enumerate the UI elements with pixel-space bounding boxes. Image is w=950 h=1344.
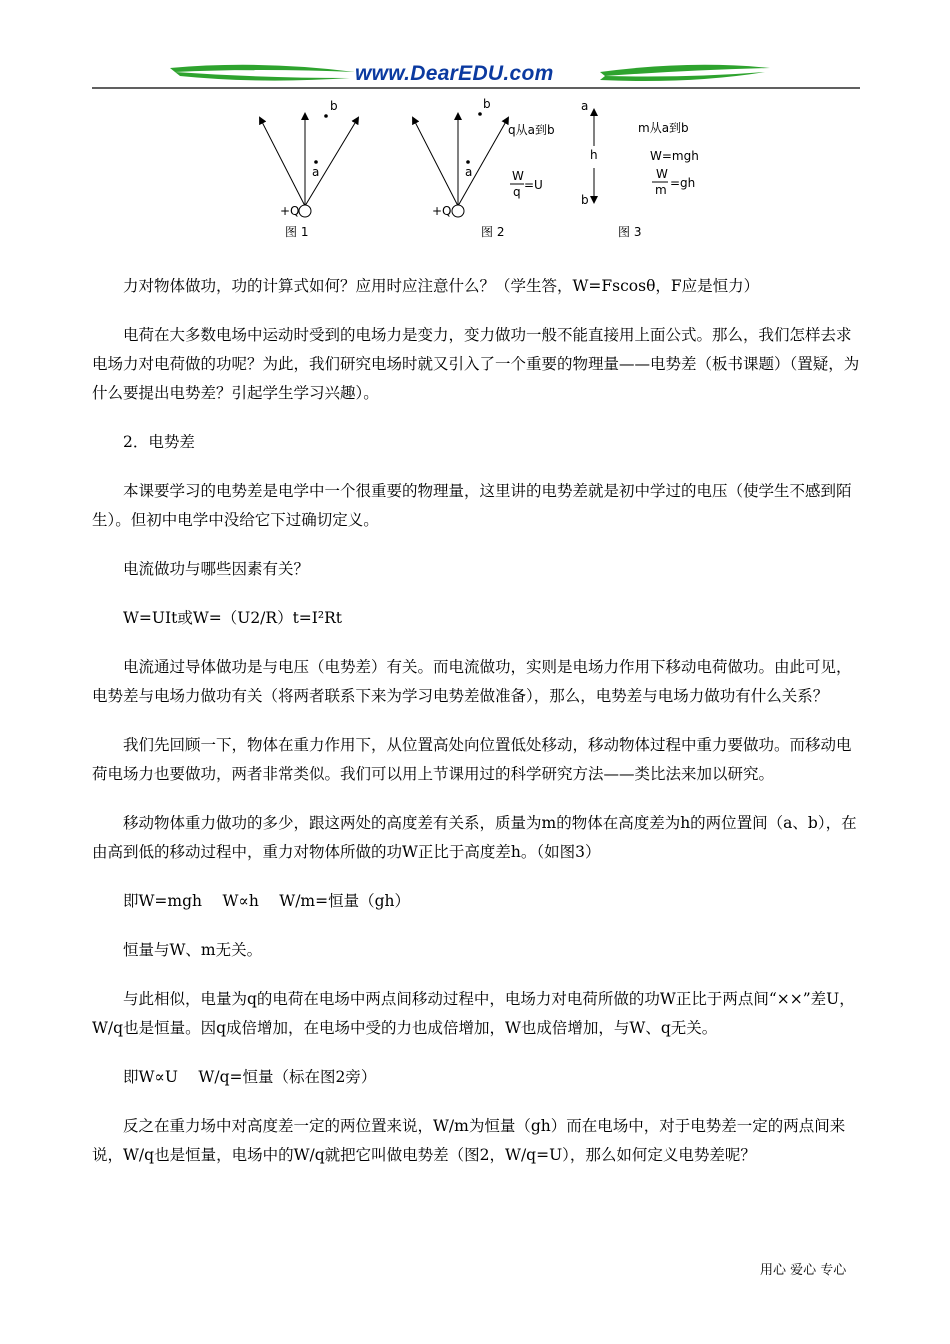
fig3-formula-den: m <box>655 183 667 197</box>
figures-diagram <box>240 96 700 246</box>
fig3-caption: 图 3 <box>618 225 642 239</box>
fig2-point-a: a <box>465 165 473 179</box>
fig3-note: m从a到b <box>638 121 689 135</box>
fig1-point-a: a <box>312 165 320 179</box>
fig2-note: q从a到b <box>508 123 555 137</box>
fig2-formula-num: W <box>512 169 524 183</box>
paragraph: 本课要学习的电势差是电学中一个很重要的物理量，这里讲的电势差就是初中学过的电压（使学生不感到陌生）。但初中电学中没给它下过确切定义。 <box>92 482 852 529</box>
fig2-formula-rhs: =U <box>524 178 543 192</box>
fig1-point-b: b <box>330 99 338 113</box>
fig3-formula-num: W <box>656 167 668 181</box>
paragraph: 反之在重力场中对高度差一定的两位置来说，W/m为恒量（gh）而在电场中，对于电势差一定的两点间来说，W/q也是恒量，电场中的W/q就把它叫做电势差（图2，W/q=U），那么如何定义电势差呢？ <box>92 1117 846 1164</box>
fig3-height-label: h <box>590 148 598 162</box>
page-footer: 用心 爱心 专心 <box>760 1263 847 1278</box>
fig3-eq1: W=mgh <box>650 149 699 163</box>
fig2-caption: 图 2 <box>481 225 505 239</box>
figure-3 <box>581 99 699 239</box>
fig3-point-a: a <box>581 99 589 113</box>
fig1-caption: 图 1 <box>285 225 309 239</box>
site-logo-text: www.DearEDU.com <box>355 62 554 85</box>
paragraph: 与此相似，电量为q的电荷在电场中两点间移动过程中，电场力对电荷所做的功W正比于两点间“××”差U，W/q也是恒量。因q成倍增加，在电场中受的力也成倍增加，W也成倍增加，与W、q无关。 <box>92 990 855 1037</box>
header-banner <box>0 58 950 98</box>
figure-1 <box>260 99 358 239</box>
paragraph: 我们先回顾一下，物体在重力作用下，从位置高处向位置低处移动，移动物体过程中重力要做功。而移动电荷电场力也要做功，两者非常类似。我们可以用上节课用过的科学研究方法——类比法来加以研究。 <box>92 736 852 783</box>
fig2-formula-den: q <box>513 185 521 199</box>
document-body <box>92 272 862 1170</box>
fig2-point-b: b <box>483 97 491 111</box>
formula-line: W=UIt或W=（U2/R）t=I²Rt <box>123 609 343 627</box>
paragraph: 电流通过导体做功是与电压（电势差）有关。而电流做功，实则是电场力作用下移动电荷做功。由此可见，电势差与电场力做功有关（将两者联系下来为学习电势差做准备），那么，电势差与电场力做功有什么关系？ <box>92 658 852 705</box>
paragraph: 电流做功与哪些因素有关？ <box>123 560 310 578</box>
paragraph: 电荷在大多数电场中运动时受到的电场力是变力，变力做功一般不能直接用上面公式。那么，我们怎样去求电场力对电荷做的功呢？为此，我们研究电场时就又引入了一个重要的物理量——电势差（板书课题）（置疑，为什么要提出电势差？引起学生学习兴趣）。 <box>92 326 860 402</box>
fig1-charge-label: +Q <box>280 204 300 218</box>
paragraph: 恒量与W、m无关。 <box>123 941 263 959</box>
paragraph: 力对物体做功，功的计算式如何？应用时应注意什么？（学生答，W=Fscosθ，F应是恒力） <box>123 277 760 295</box>
formula-line: 即W=mgh W∝h W/m=恒量（gh） <box>123 892 411 910</box>
fig3-formula-rhs: =gh <box>670 176 696 190</box>
fig2-charge-label: +Q <box>432 204 452 218</box>
formula-line: 即W∝U W/q=恒量（标在图2旁） <box>123 1068 377 1086</box>
section-heading: 2．电势差 <box>123 433 195 451</box>
fig3-point-b: b <box>581 193 589 207</box>
figure-2 <box>413 97 555 239</box>
paragraph: 移动物体重力做功的多少，跟这两处的高度差有关系，质量为m的物体在高度差为h的两位置间（a、b），在由高到低的移动过程中，重力对物体所做的功W正比于高度差h。（如图3） <box>92 814 857 861</box>
